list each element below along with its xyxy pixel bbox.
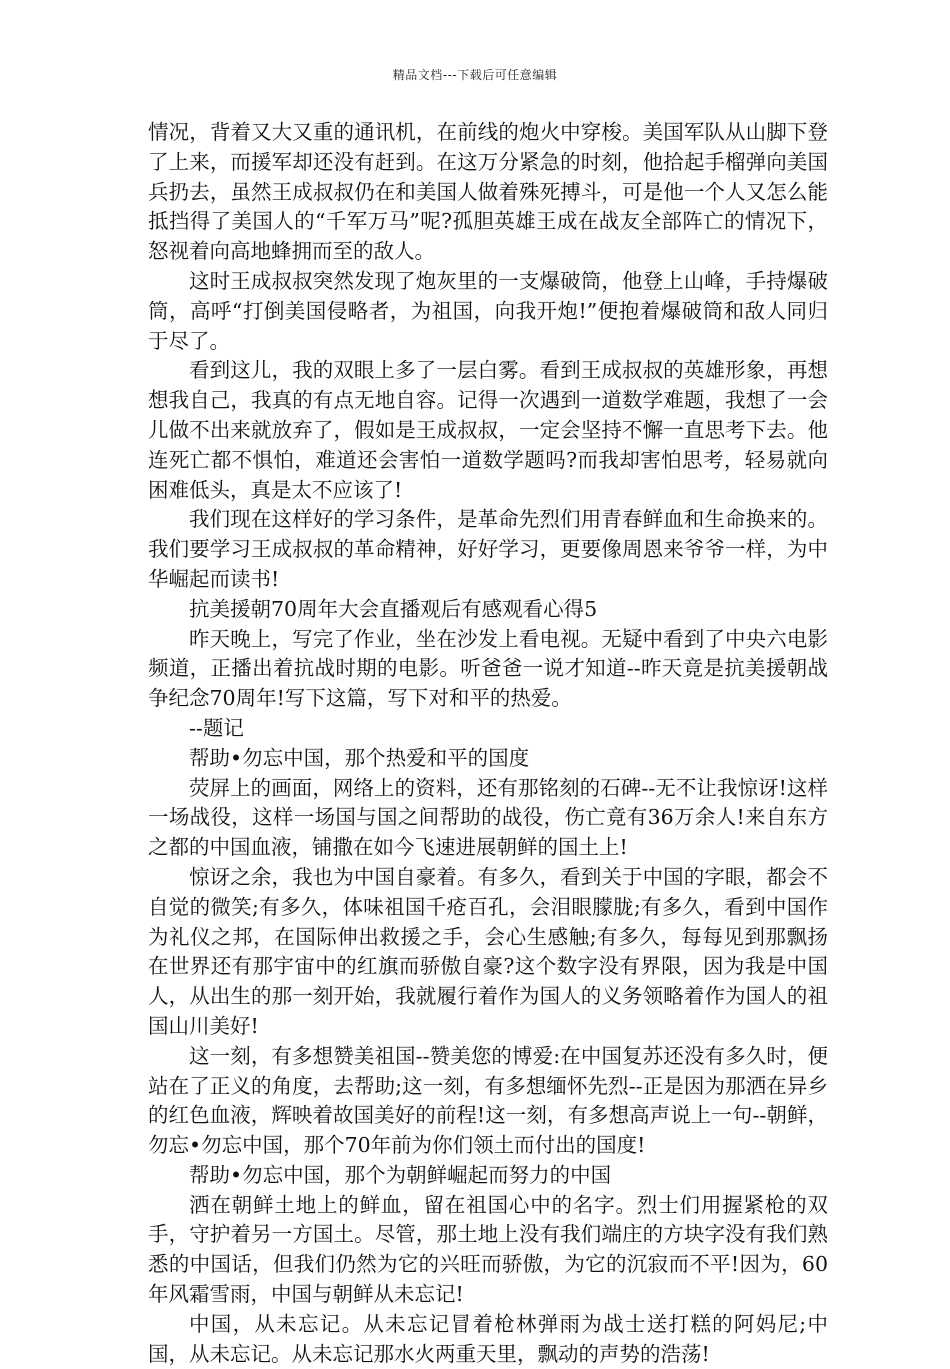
- paragraph: 帮助•勿忘中国，那个热爱和平的国度: [189, 745, 530, 770]
- paragraph: --题记: [189, 715, 244, 740]
- paragraph: 这一刻，有多想赞美祖国--赞美您的博爱:在中国复苏还没有多久时，便站在了正义的角度，去帮助;这一刻，有多想缅怀先烈--正是因为那洒在异乡的红色血液，辉映着故国美好的前程!这一刻，有多想高声说上一句--朝鲜，勿忘•勿忘中国，那个70年前为你们领土而付出的国度!: [148, 1043, 828, 1158]
- paragraph: 这时王成叔叔突然发现了炮灰里的一支爆破筒，他登上山峰，手持爆破筒，高呼“打倒美国侵略者，为祖国，向我开炮!”便抱着爆破筒和敌人同归于尽了。: [148, 268, 828, 353]
- document-body: [148, 118, 828, 1369]
- paragraph: 帮助•勿忘中国，那个为朝鲜崛起而努力的中国: [189, 1162, 612, 1187]
- paragraph: 洒在朝鲜土地上的鲜血，留在祖国心中的名字。烈士们用握紧枪的双手，守护着另一方国土。尽管，那土地上没有我们端庄的方块字没有我们熟悉的中国话，但我们仍然为它的兴旺而骄傲，为它的沉寂而不平!因为，60年风霜雪雨，中国与朝鲜从未忘记!: [148, 1192, 828, 1307]
- page-header: 精品文档---下载后可任意编辑: [392, 68, 558, 82]
- paragraph: 中国，从未忘记。从未忘记冒着枪林弹雨为战士送打糕的阿妈尼;中国，从未忘记。从未忘记那水火两重天里，飘动的声势的浩荡!: [148, 1311, 828, 1366]
- paragraph: 我们现在这样好的学习条件，是革命先烈们用青春鲜血和生命换来的。我们要学习王成叔叔的革命精神，好好学习，更要像周恩来爷爷一样，为中华崛起而读书!: [148, 507, 828, 591]
- paragraph: 昨天晚上，写完了作业，坐在沙发上看电视。无疑中看到了中央六电影频道，正播出着抗战时期的电影。听爸爸一说才知道--昨天竟是抗美援朝战争纪念70周年!写下这篇，写下对和平的热爱。: [148, 626, 828, 711]
- paragraph: 看到这儿，我的双眼上多了一层白雾。看到王成叔叔的英雄形象，再想想我自己，我真的有点无地自容。记得一次遇到一道数学难题，我想了一会儿做不出来就放弃了，假如是王成叔叔，一定会坚持不懈一直思考下去。他连死亡都不惧怕，难道还会害怕一道数学题吗?而我却害怕思考，轻易就向困难低头，真是太不应该了!: [148, 358, 828, 502]
- paragraph: 荧屏上的画面，网络上的资料，还有那铭刻的石碑--无不让我惊讶!这样一场战役，这样一场国与国之间帮助的战役，伤亡竟有36万余人!来自东方之都的中国血液，铺撒在如今飞速进展朝鲜的国土上!: [148, 775, 828, 860]
- paragraph: 情况，背着又大又重的通讯机，在前线的炮火中穿梭。美国军队从山脚下登了上来，而援军却还没有赶到。在这万分紧急的时刻，他拾起手榴弹向美国兵扔去，虽然王成叔叔仍在和美国人做着殊死搏斗，可是他一个人又怎么能抵挡得了美国人的“千军万马”呢?孤胆英雄王成在战友全部阵亡的情况下，怒视着向高地蜂拥而至的敌人。: [148, 120, 828, 264]
- paragraph: 惊讶之余，我也为中国自豪着。有多久，看到关于中国的字眼，都会不自觉的微笑;有多久，体味祖国千疮百孔，会泪眼朦胧;有多久，看到中国作为礼仪之邦，在国际伸出救援之手，会心生感触;有多久，每每见到那飘扬在世界还有那宇宙中的红旗而骄傲自豪?这个数字没有界限，因为我是中国人，从出生的那一刻开始，我就履行着作为国人的义务领略着作为国人的祖国山川美好!: [148, 864, 828, 1038]
- paragraph: 抗美援朝70周年大会直播观后有感观看心得5: [189, 596, 598, 621]
